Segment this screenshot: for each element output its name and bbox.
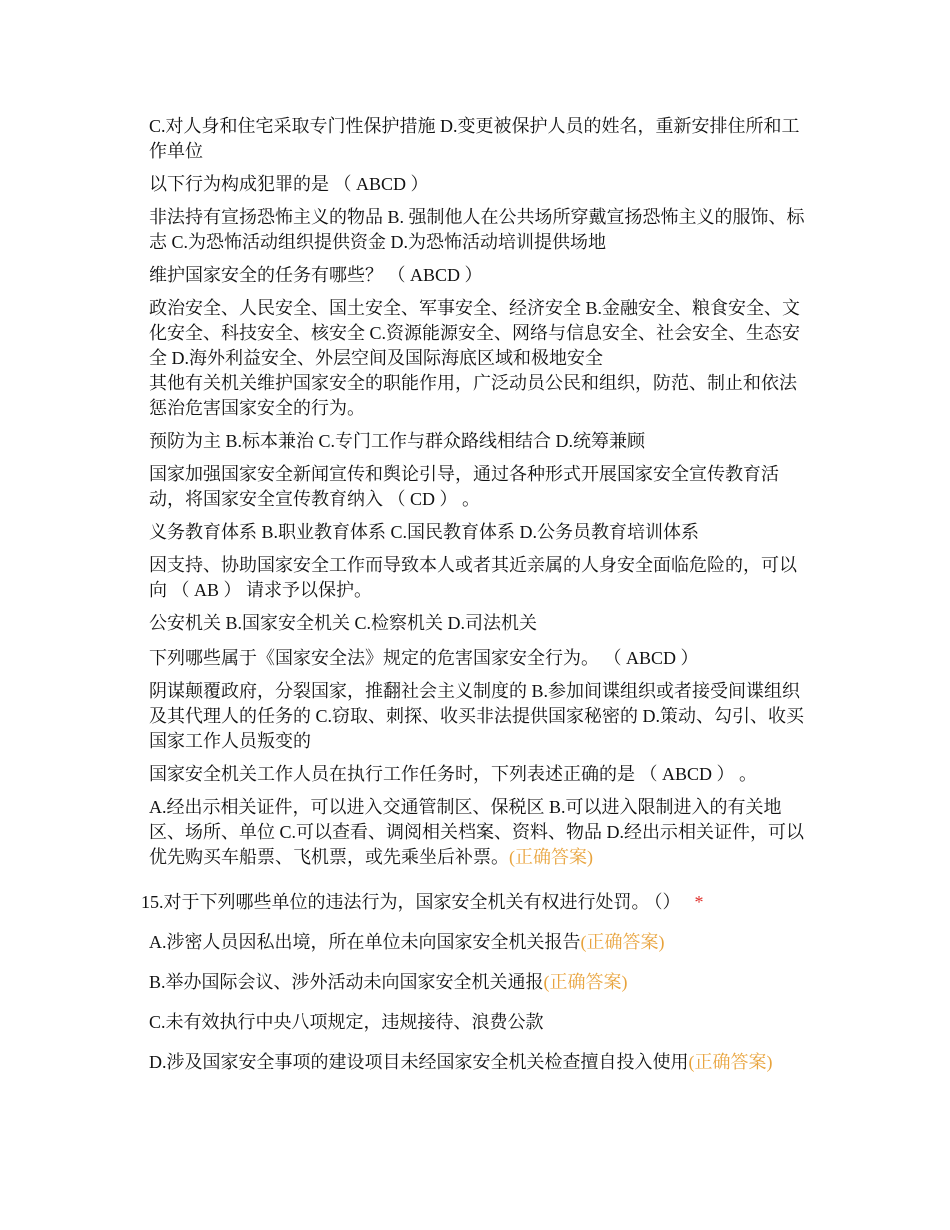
question-crime-acts: 以下行为构成犯罪的是 （ ABCD ）: [149, 174, 429, 194]
document-content: [141, 114, 809, 1075]
q15-option-c: [149, 1010, 809, 1035]
options-protection-request: 公安机关 B.国家安全机关 C.检察机关 D.司法机关: [149, 613, 538, 633]
question-security-tasks: 维护国家安全的任务有哪些？ （ ABCD ）: [149, 265, 483, 285]
question-harmful-acts: 下列哪些属于《国家安全法》规定的危害国家安全行为。 （ ABCD ）: [149, 648, 699, 668]
options-security-tasks: 政治安全、人民安全、国土安全、军事安全、经济安全 B.金融安全、粮食安全、文化安全、科技安全、核安全 C.资源能源安全、网络与信息安全、社会安全、生态安全 D.海外利益安全、外层空间及国际海底区域和极地安全: [149, 298, 801, 368]
q15-option-d: [149, 1050, 809, 1075]
answer-paren: （）: [653, 892, 681, 912]
q15-option-a-text: A.涉密人员因私出境，所在单位未向国家安全机关报告: [149, 932, 581, 952]
q15-option-a: [149, 930, 809, 955]
correct-answer-tag: (正确答案): [509, 847, 593, 867]
required-mark: *: [694, 892, 704, 912]
q15-option-b: [149, 970, 809, 995]
options-crime-acts: 非法持有宣扬恐怖主义的物品 B. 强制他人在公共场所穿戴宣扬恐怖主义的服饰、标志 C.为恐怖活动组织提供资金 D.为恐怖活动培训提供场地: [149, 207, 805, 252]
question-15: [141, 890, 809, 915]
options-harmful-acts: 阴谋颠覆政府，分裂国家，推翻社会主义制度的 B.参加间谍组织或者接受间谍组织及其代理人的任务的 C.窃取、刺探、收买非法提供国家秘密的 D.策动、勾引、收买国家工作人员叛变的: [149, 681, 805, 751]
question-education-system: 国家加强国家安全新闻宣传和舆论引导，通过各种形式开展国家安全宣传教育活动，将国家安全宣传教育纳入 （ CD ） 。: [149, 464, 779, 509]
question-15-text: 15.对于下列哪些单位的违法行为，国家安全机关有权进行处罚。: [141, 892, 650, 912]
question-protection-request: 因支持、协助国家安全工作而导致本人或者其近亲属的人身安全面临危险的，可以向 （ AB ） 请求予以保护。: [149, 555, 797, 600]
q15-option-b-text: B.举办国际会议、涉外活动未向国家安全机关通报: [149, 972, 544, 992]
correct-answer-tag: (正确答案): [580, 932, 665, 952]
options-staff-duties-text: A.经出示相关证件，可以进入交通管制区、保税区 B.可以进入限制进入的有关地区、场所、单位 C.可以查看、调阅相关档案、资料、物品 D.经出示相关证件，可以优先购买车船票、飞机票，或先乘坐后补票。: [149, 797, 805, 867]
question-staff-duties: 国家安全机关工作人员在执行工作任务时，下列表述正确的是 （ ABCD ） 。: [149, 764, 758, 784]
correct-answer-tag: (正确答案): [543, 972, 628, 992]
q15-option-c-text: C.未有效执行中央八项规定，违规接待、浪费公款: [149, 1012, 544, 1032]
options-education-system: 义务教育体系 B.职业教育体系 C.国民教育体系 D.公务员教育培训体系: [149, 522, 700, 542]
options-security-principles: 预防为主 B.标本兼治 C.专门工作与群众路线相结合 D.统筹兼顾: [149, 431, 646, 451]
q15-option-d-text: D.涉及国家安全事项的建设项目未经国家安全机关检查擅自投入使用: [149, 1052, 689, 1072]
text-block-1: C.对人身和住宅采取专门性保护措施 D.变更被保护人员的姓名，重新安排住所和工作单位: [149, 116, 800, 161]
correct-answer-tag: (正确答案): [688, 1052, 773, 1072]
options-staff-duties: [149, 795, 809, 870]
question-security-principles: 其他有关机关维护国家安全的职能作用，广泛动员公民和组织，防范、制止和依法惩治危害国家安全的行为。: [149, 373, 797, 418]
